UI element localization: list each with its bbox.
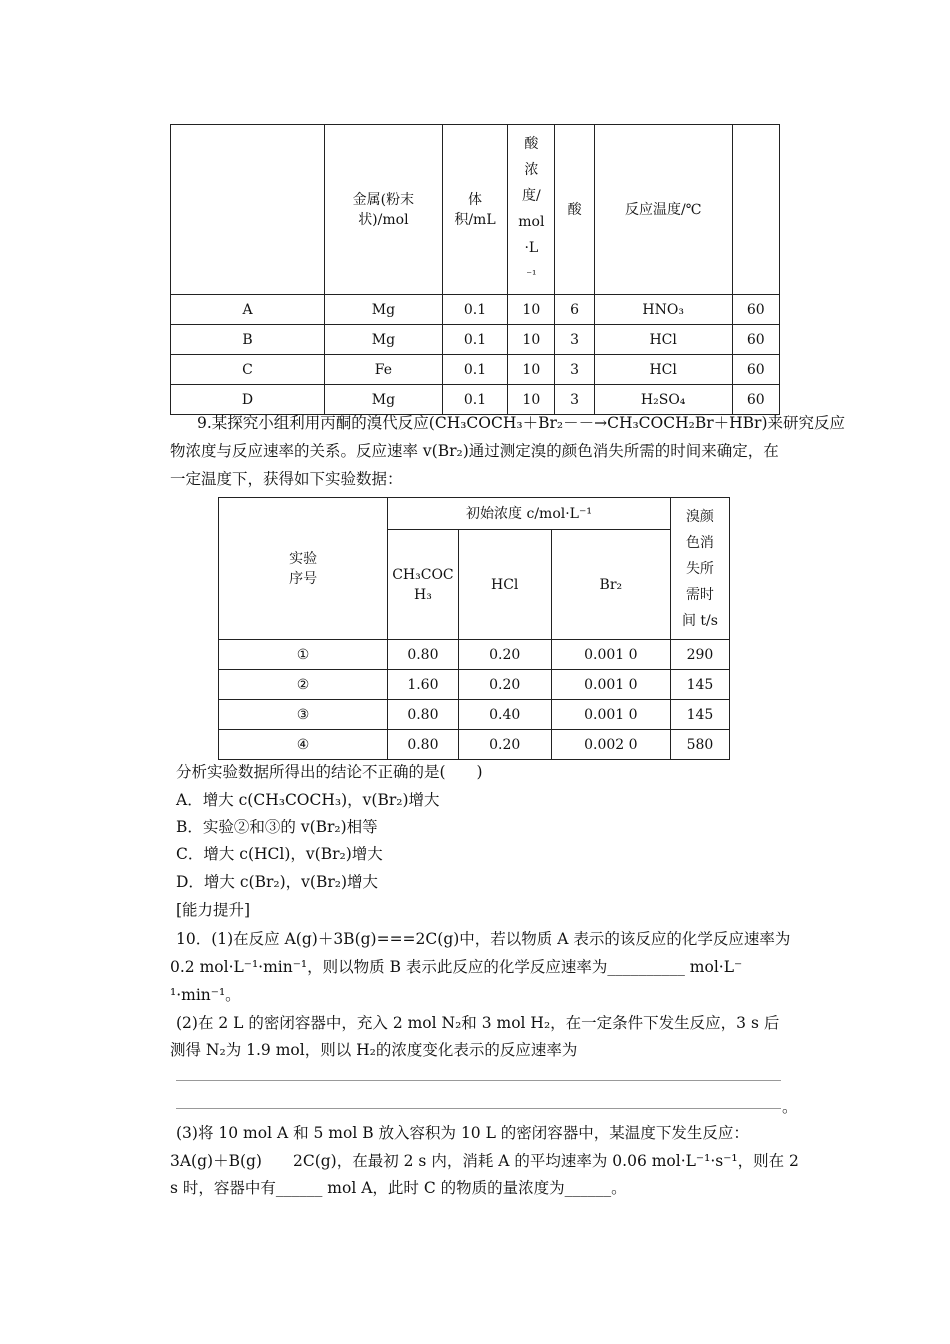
q9-stem-line2: 物浓度与反应速率的关系。反应速率 v(Br₂)通过测定溴的颜色消失所需的时间来确定，在 xyxy=(170,442,779,460)
header-br2: Br₂ xyxy=(551,530,670,640)
q10-p1-line3: ¹·min⁻¹。 xyxy=(170,986,241,1004)
table-row: ③ 0.80 0.40 0.001 0 145 xyxy=(219,700,730,730)
answer-line xyxy=(176,1108,781,1109)
header-temp: 反应温度/℃ xyxy=(594,125,732,295)
header-cell-empty-2 xyxy=(732,125,779,295)
q9-option-d: D．增大 c(Br₂)，v(Br₂)增大 xyxy=(176,873,379,891)
header-acid-conc: 酸 浓 度/ mol ·L ⁻¹ xyxy=(508,125,555,295)
q10-p1-line2: 0.2 mol·L⁻¹·min⁻¹，则以物质 B 表示此反应的化学反应速率为__________ mol·L⁻ xyxy=(170,958,743,976)
header-time: 溴颜 色消 失所 需时 间 t/s xyxy=(670,498,729,640)
table-row: ④ 0.80 0.20 0.002 0 580 xyxy=(219,730,730,760)
table-row: A Mg 0.1 10 6 HNO₃ 60 xyxy=(171,295,780,325)
q9-option-b: B．实验②和③的 v(Br₂)相等 xyxy=(176,818,378,836)
q10-p3-line3: s 时，容器中有______ mol A，此时 C 的物质的量浓度为______。 xyxy=(170,1179,627,1197)
q10-p2-line2: 测得 N₂为 1.9 mol，则以 H₂的浓度变化表示的反应速率为 xyxy=(170,1041,578,1059)
q9-question: 分析实验数据所得出的结论不正确的是( ) xyxy=(176,763,483,781)
table-row: D Mg 0.1 10 3 H₂SO₄ 60 xyxy=(171,385,780,415)
header-volume: 体 积/mL xyxy=(442,125,507,295)
header-acid: 酸 xyxy=(555,125,594,295)
table-row: ① 0.80 0.20 0.001 0 290 xyxy=(219,640,730,670)
q9-stem-line1: 9.某探究小组利用丙酮的溴代反应(CH₃COCH₃＋Br₂－－→CH₃COCH₂Br＋HBr)来研究反应 xyxy=(197,414,845,432)
bromination-data-table xyxy=(218,497,730,760)
header-metal: 金属(粉末 状)/mol xyxy=(325,125,443,295)
q10-p2-line1: (2)在 2 L 的密闭容器中，充入 2 mol N₂和 3 mol H₂，在一定条件下发生反应，3 s 后 xyxy=(176,1014,780,1032)
table-row: C Fe 0.1 10 3 HCl 60 xyxy=(171,355,780,385)
answer-line xyxy=(176,1080,781,1081)
q10-p3-line2: 3A(g)＋B(g) 2C(g)，在最初 2 s 内，消耗 A 的平均速率为 0.06 mol·L⁻¹·s⁻¹，则在 2 xyxy=(170,1152,799,1170)
header-exp-no: 实验 序号 xyxy=(219,498,388,640)
q10-p1-line1: 10．(1)在反应 A(g)＋3B(g)===2C(g)中，若以物质 A 表示的该反应的化学反应速率为 xyxy=(176,930,791,948)
q9-option-c: C．增大 c(HCl)，v(Br₂)增大 xyxy=(176,845,383,863)
header-hcl: HCl xyxy=(458,530,551,640)
q9-option-a: A．增大 c(CH₃COCH₃)，v(Br₂)增大 xyxy=(176,791,440,809)
table-row: ② 1.60 0.20 0.001 0 145 xyxy=(219,670,730,700)
header-ch3coch3: CH₃COC H₃ xyxy=(388,530,459,640)
table-header-row xyxy=(171,125,780,295)
q10-p3-line1: (3)将 10 mol A 和 5 mol B 放入容积为 10 L 的密闭容器中，某温度下发生反应： xyxy=(176,1124,749,1142)
header-initial-conc: 初始浓度 c/mol·L⁻¹ xyxy=(388,498,671,530)
q9-stem-line3: 一定温度下，获得如下实验数据： xyxy=(170,470,403,488)
q10-p2-end: 。 xyxy=(782,1098,798,1116)
header-cell-empty xyxy=(171,125,325,295)
reaction-conditions-table xyxy=(170,124,780,415)
section-heading: [能力提升] xyxy=(176,901,251,919)
table-row: B Mg 0.1 10 3 HCl 60 xyxy=(171,325,780,355)
